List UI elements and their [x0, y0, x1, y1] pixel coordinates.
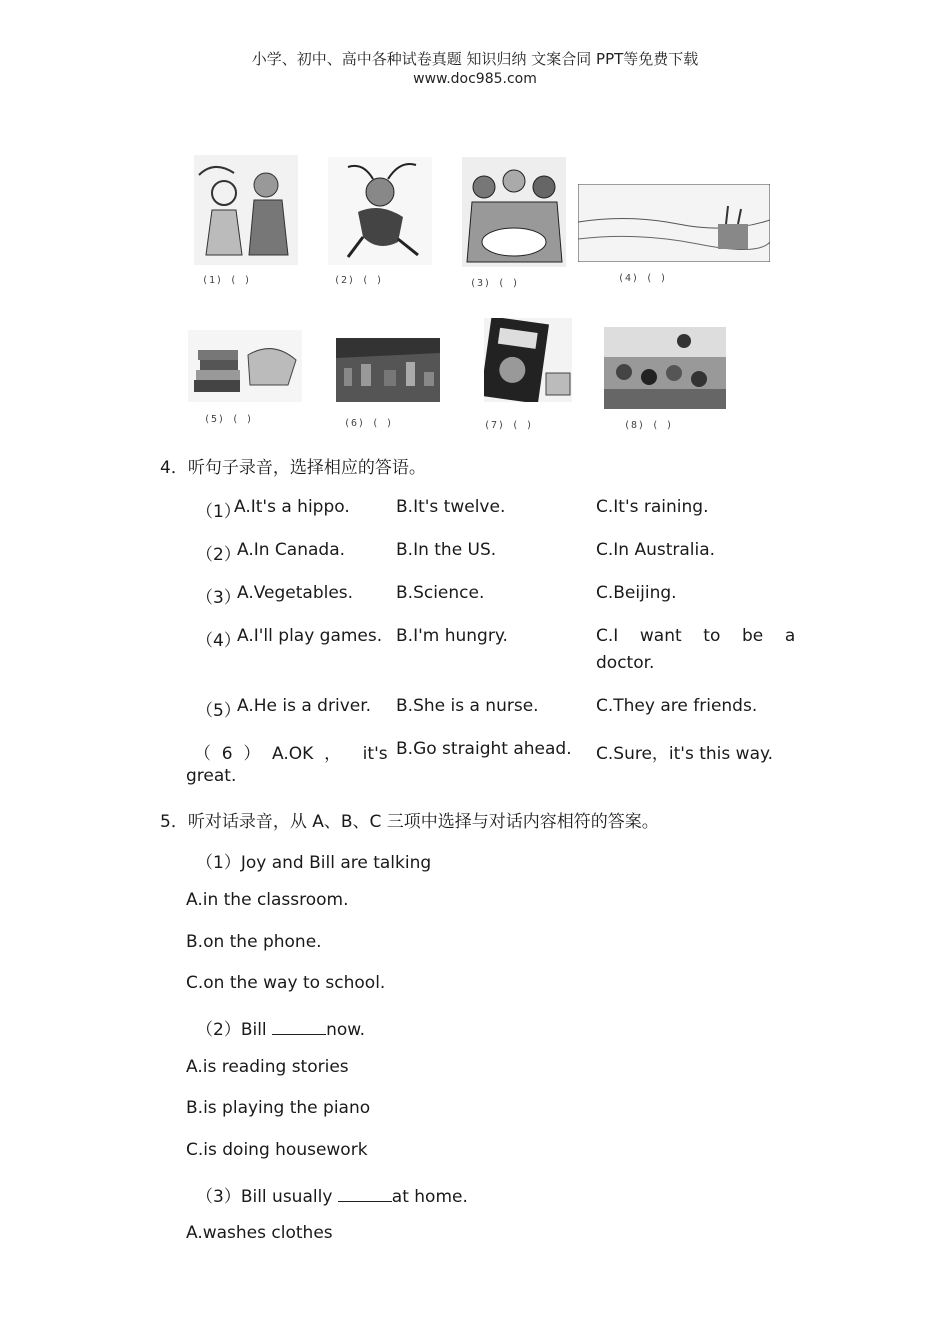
q4-5-num: （5）: [196, 701, 241, 721]
picture-8-caption: (8) ( ): [624, 420, 674, 431]
picture-3-caption: (3) ( ): [470, 278, 520, 289]
q4-6-option-a: A.OK ， it's: [272, 744, 388, 764]
q4-3-option-a: A.Vegetables.: [237, 583, 354, 603]
q5-2-option-a: A.is reading stories: [186, 1057, 349, 1077]
q4-4-option-c-cont: doctor.: [596, 653, 655, 673]
picture-2: [328, 157, 432, 265]
q4-2-option-b: B.In the US.: [396, 540, 497, 560]
picture-1-caption: (1) ( ): [202, 275, 252, 286]
header-promo-line: 小学、初中、高中各种试卷真题 知识归纳 文案合同 PPT等免费下载: [251, 50, 699, 68]
picture-6-caption: (6) ( ): [344, 418, 394, 429]
q4-title: 4．听句子录音，选择相应的答语。: [160, 458, 426, 478]
q4-4-option-b: B.I'm hungry.: [396, 626, 508, 646]
q4-6-option-b: B.Go straight ahead.: [396, 739, 572, 759]
q5-1-option-c: C.on the way to school.: [186, 973, 386, 993]
q4-1-num: （1）: [196, 502, 241, 522]
q4-4-option-c: C.I want to be a: [596, 626, 796, 646]
picture-6: [336, 338, 440, 402]
q4-3-option-b: B.Science.: [396, 583, 485, 603]
picture-7: [484, 318, 572, 402]
q5-3-stem-pre: （3）Bill usually: [196, 1187, 338, 1207]
picture-8: [604, 327, 726, 409]
picture-2-caption: (2) ( ): [334, 275, 384, 286]
q4-4-num: （4）: [196, 631, 241, 651]
q4-5-option-a: A.He is a driver.: [237, 696, 372, 716]
q4-2-option-a: A.In Canada.: [237, 540, 346, 560]
q5-2-option-b: B.is playing the piano: [186, 1098, 371, 1118]
q4-1-option-c: C.It's raining.: [596, 497, 709, 517]
q5-1-option-b: B.on the phone.: [186, 932, 322, 952]
picture-1: [194, 155, 298, 265]
q4-1-option-a: A.It's a hippo.: [234, 497, 350, 517]
q5-2-answer-blank[interactable]: [272, 1020, 326, 1035]
q4-3-option-c: C.Beijing.: [596, 583, 677, 603]
q4-5-option-c: C.They are friends.: [596, 696, 758, 716]
q5-3-stem-post: at home.: [391, 1187, 468, 1207]
q4-2-option-c: C.In Australia.: [596, 540, 716, 560]
q4-4-option-a: A.I'll play games.: [237, 626, 383, 646]
picture-5-caption: (5) ( ): [204, 414, 254, 425]
q5-2-stem-pre: （2）Bill: [196, 1020, 273, 1040]
q4-3-num: （3）: [196, 588, 241, 608]
picture-4: [578, 184, 770, 262]
q5-2-option-c: C.is doing housework: [186, 1140, 368, 1160]
q4-5-option-b: B.She is a nurse.: [396, 696, 539, 716]
picture-7-caption: (7) ( ): [484, 420, 534, 431]
q4-2-num: （2）: [196, 545, 241, 565]
q5-2-stem: [196, 1015, 365, 1040]
q5-3-stem: [196, 1182, 468, 1207]
header-url: www.doc985.com: [413, 71, 537, 87]
q4-6-option-a-cont: great.: [186, 766, 237, 786]
q4-6-option-c: C.Sure，it's this way.: [596, 744, 774, 764]
q4-6-num: （ 6 ）: [194, 744, 261, 764]
picture-3: [462, 157, 566, 267]
q5-3-option-a: A.washes clothes: [186, 1223, 333, 1243]
picture-4-caption: (4) ( ): [618, 273, 668, 284]
q5-1-option-a: A.in the classroom.: [186, 890, 349, 910]
q5-3-answer-blank[interactable]: [338, 1187, 392, 1202]
q5-2-stem-post: now.: [326, 1020, 365, 1040]
q4-1-option-b: B.It's twelve.: [396, 497, 506, 517]
q5-1-stem: （1）Joy and Bill are talking: [196, 853, 432, 873]
picture-5: [188, 330, 302, 402]
q5-title: 5．听对话录音，从 A、B、C 三项中选择与对话内容相符的答案。: [160, 812, 659, 832]
